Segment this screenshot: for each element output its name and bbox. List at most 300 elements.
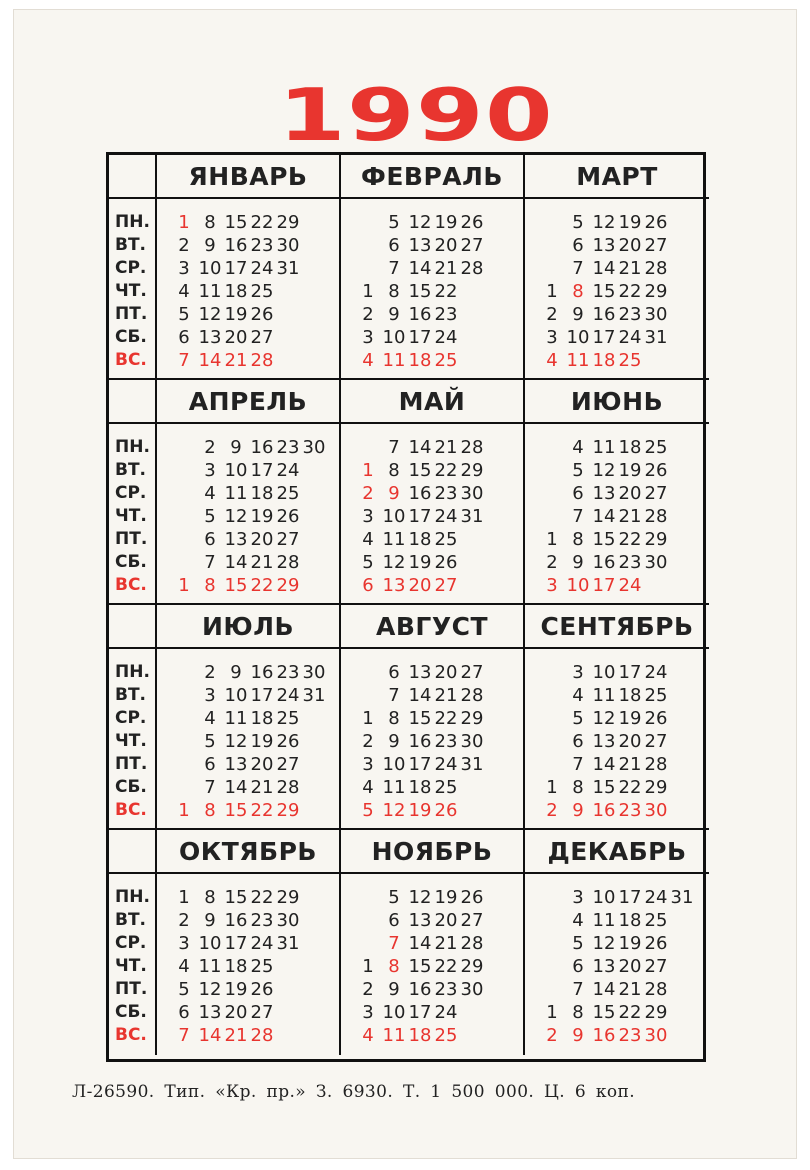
day-number: 3 bbox=[546, 327, 558, 348]
day-number: 24 bbox=[276, 460, 300, 481]
day-number: 10 bbox=[382, 327, 406, 348]
day-number: 28 bbox=[644, 258, 668, 279]
day-number: 10 bbox=[592, 887, 616, 908]
day-number: 9 bbox=[204, 910, 216, 931]
day-number: 3 bbox=[362, 327, 374, 348]
day-number: 28 bbox=[644, 506, 668, 527]
day-number: 12 bbox=[382, 552, 406, 573]
day-number: 2 bbox=[362, 731, 374, 752]
day-number: 26 bbox=[434, 552, 458, 573]
day-number: 15 bbox=[592, 529, 616, 550]
corner-cell bbox=[109, 830, 157, 874]
day-number: 25 bbox=[434, 350, 458, 371]
day-number: 4 bbox=[572, 910, 584, 931]
day-number: 18 bbox=[408, 777, 432, 798]
day-number: 2 bbox=[178, 910, 190, 931]
day-number: 21 bbox=[618, 258, 642, 279]
day-number: 10 bbox=[566, 575, 590, 596]
day-number: 29 bbox=[276, 800, 300, 821]
day-number: 18 bbox=[408, 1025, 432, 1046]
day-number: 13 bbox=[198, 327, 222, 348]
day-number: 5 bbox=[572, 708, 584, 729]
day-number: 12 bbox=[382, 800, 406, 821]
day-number: 23 bbox=[276, 437, 300, 458]
day-number: 10 bbox=[198, 933, 222, 954]
day-number: 17 bbox=[408, 506, 432, 527]
day-number: 3 bbox=[204, 460, 216, 481]
day-number: 28 bbox=[276, 552, 300, 573]
day-number: 5 bbox=[204, 506, 216, 527]
day-number: 19 bbox=[408, 800, 432, 821]
day-number: 6 bbox=[572, 956, 584, 977]
day-number: 2 bbox=[204, 437, 216, 458]
day-number: 25 bbox=[644, 437, 668, 458]
weekday-label: ПН. bbox=[115, 437, 150, 457]
weekday-label: ВС. bbox=[115, 1025, 147, 1045]
day-number: 12 bbox=[198, 304, 222, 325]
day-number: 23 bbox=[434, 483, 458, 504]
day-number: 17 bbox=[592, 575, 616, 596]
month-days bbox=[157, 649, 341, 830]
day-number: 14 bbox=[224, 777, 248, 798]
day-number: 27 bbox=[644, 731, 668, 752]
day-number: 21 bbox=[224, 350, 248, 371]
day-number: 30 bbox=[644, 800, 668, 821]
day-number: 7 bbox=[388, 258, 400, 279]
corner-cell bbox=[109, 380, 157, 424]
month-days bbox=[341, 649, 525, 830]
day-number: 28 bbox=[276, 777, 300, 798]
weekday-label: СР. bbox=[115, 708, 147, 728]
day-number: 18 bbox=[618, 685, 642, 706]
day-number: 11 bbox=[382, 529, 406, 550]
day-number: 16 bbox=[408, 731, 432, 752]
day-number: 24 bbox=[618, 575, 642, 596]
day-number: 8 bbox=[204, 575, 216, 596]
weekday-label: ПТ. bbox=[115, 979, 148, 999]
day-number: 8 bbox=[204, 887, 216, 908]
day-number: 14 bbox=[592, 754, 616, 775]
day-number: 22 bbox=[250, 887, 274, 908]
day-number: 23 bbox=[618, 1025, 642, 1046]
day-number: 30 bbox=[276, 235, 300, 256]
day-number: 8 bbox=[572, 777, 584, 798]
day-number: 11 bbox=[566, 350, 590, 371]
day-number: 16 bbox=[250, 662, 274, 683]
day-number: 19 bbox=[618, 933, 642, 954]
day-number: 15 bbox=[408, 956, 432, 977]
day-number: 11 bbox=[382, 350, 406, 371]
day-number: 12 bbox=[198, 979, 222, 1000]
month-name: ФЕВРАЛЬ bbox=[341, 155, 525, 199]
day-number: 20 bbox=[250, 529, 274, 550]
day-number: 5 bbox=[388, 887, 400, 908]
day-number: 30 bbox=[276, 910, 300, 931]
day-number: 27 bbox=[250, 1002, 274, 1023]
day-number: 4 bbox=[546, 350, 558, 371]
day-number: 26 bbox=[644, 708, 668, 729]
day-number: 9 bbox=[572, 1025, 584, 1046]
day-number: 30 bbox=[644, 304, 668, 325]
day-number: 30 bbox=[302, 662, 326, 683]
day-number: 19 bbox=[250, 731, 274, 752]
day-number: 2 bbox=[362, 304, 374, 325]
day-number: 7 bbox=[572, 979, 584, 1000]
day-number: 1 bbox=[362, 956, 374, 977]
day-number: 24 bbox=[250, 258, 274, 279]
month-name: АПРЕЛЬ bbox=[157, 380, 341, 424]
month-days bbox=[525, 874, 709, 1055]
day-number: 10 bbox=[198, 258, 222, 279]
day-number: 15 bbox=[592, 281, 616, 302]
day-number: 9 bbox=[388, 731, 400, 752]
weekday-label: СБ. bbox=[115, 327, 147, 347]
day-number: 17 bbox=[618, 887, 642, 908]
day-number: 14 bbox=[592, 258, 616, 279]
day-number: 10 bbox=[224, 685, 248, 706]
day-number: 5 bbox=[572, 933, 584, 954]
day-number: 8 bbox=[572, 281, 584, 302]
day-number: 29 bbox=[644, 281, 668, 302]
day-number: 21 bbox=[224, 1025, 248, 1046]
day-number: 30 bbox=[644, 1025, 668, 1046]
day-number: 14 bbox=[408, 437, 432, 458]
day-number: 24 bbox=[276, 685, 300, 706]
day-number: 25 bbox=[644, 910, 668, 931]
weekday-label: ПТ. bbox=[115, 304, 148, 324]
weekday-column bbox=[109, 874, 157, 1055]
month-days bbox=[525, 199, 709, 380]
day-number: 4 bbox=[572, 685, 584, 706]
day-number: 26 bbox=[250, 304, 274, 325]
day-number: 13 bbox=[408, 910, 432, 931]
day-number: 22 bbox=[250, 575, 274, 596]
day-number: 20 bbox=[250, 754, 274, 775]
day-number: 29 bbox=[460, 708, 484, 729]
day-number: 20 bbox=[434, 662, 458, 683]
day-number: 5 bbox=[572, 460, 584, 481]
day-number: 7 bbox=[572, 754, 584, 775]
day-number: 26 bbox=[276, 731, 300, 752]
day-number: 25 bbox=[434, 777, 458, 798]
day-number: 6 bbox=[388, 910, 400, 931]
day-number: 23 bbox=[250, 910, 274, 931]
day-number: 9 bbox=[388, 483, 400, 504]
day-number: 12 bbox=[592, 708, 616, 729]
day-number: 24 bbox=[434, 327, 458, 348]
day-number: 24 bbox=[434, 506, 458, 527]
day-number: 24 bbox=[250, 933, 274, 954]
day-number: 14 bbox=[198, 1025, 222, 1046]
month-name: МАРТ bbox=[525, 155, 709, 199]
day-number: 17 bbox=[408, 1002, 432, 1023]
day-number: 14 bbox=[198, 350, 222, 371]
day-number: 11 bbox=[592, 437, 616, 458]
month-days bbox=[525, 424, 709, 605]
day-number: 23 bbox=[618, 800, 642, 821]
day-number: 28 bbox=[644, 754, 668, 775]
day-number: 1 bbox=[178, 575, 190, 596]
day-number: 13 bbox=[224, 754, 248, 775]
day-number: 11 bbox=[224, 708, 248, 729]
day-number: 16 bbox=[408, 483, 432, 504]
day-number: 23 bbox=[434, 979, 458, 1000]
weekday-label: ПН. bbox=[115, 662, 150, 682]
corner-cell bbox=[109, 155, 157, 199]
day-number: 31 bbox=[460, 506, 484, 527]
day-number: 17 bbox=[250, 460, 274, 481]
day-number: 25 bbox=[434, 529, 458, 550]
day-number: 22 bbox=[618, 281, 642, 302]
day-number: 10 bbox=[382, 754, 406, 775]
day-number: 8 bbox=[388, 956, 400, 977]
weekday-column bbox=[109, 424, 157, 605]
day-number: 6 bbox=[204, 529, 216, 550]
day-number: 27 bbox=[644, 483, 668, 504]
day-number: 14 bbox=[408, 933, 432, 954]
day-number: 13 bbox=[592, 956, 616, 977]
weekday-label: ВТ. bbox=[115, 685, 147, 705]
day-number: 21 bbox=[250, 777, 274, 798]
weekday-label: СР. bbox=[115, 483, 147, 503]
day-number: 27 bbox=[460, 235, 484, 256]
day-number: 20 bbox=[618, 483, 642, 504]
day-number: 4 bbox=[362, 350, 374, 371]
day-number: 2 bbox=[204, 662, 216, 683]
day-number: 16 bbox=[224, 910, 248, 931]
day-number: 5 bbox=[204, 731, 216, 752]
day-number: 6 bbox=[388, 662, 400, 683]
day-number: 15 bbox=[408, 281, 432, 302]
day-number: 21 bbox=[618, 754, 642, 775]
day-number: 11 bbox=[198, 956, 222, 977]
day-number: 22 bbox=[434, 708, 458, 729]
day-number: 17 bbox=[408, 327, 432, 348]
day-number: 29 bbox=[460, 956, 484, 977]
day-number: 19 bbox=[618, 708, 642, 729]
day-number: 16 bbox=[592, 304, 616, 325]
day-number: 9 bbox=[230, 437, 242, 458]
day-number: 20 bbox=[408, 575, 432, 596]
weekday-label: ПТ. bbox=[115, 529, 148, 549]
month-name: НОЯБРЬ bbox=[341, 830, 525, 874]
day-number: 22 bbox=[618, 777, 642, 798]
day-number: 13 bbox=[408, 235, 432, 256]
day-number: 7 bbox=[204, 552, 216, 573]
day-number: 4 bbox=[178, 281, 190, 302]
day-number: 8 bbox=[572, 529, 584, 550]
day-number: 21 bbox=[618, 979, 642, 1000]
day-number: 7 bbox=[388, 437, 400, 458]
weekday-label: ВТ. bbox=[115, 235, 147, 255]
day-number: 14 bbox=[224, 552, 248, 573]
day-number: 4 bbox=[204, 708, 216, 729]
day-number: 25 bbox=[276, 483, 300, 504]
imprint-text: Л-26590. Тип. «Кр. пр.» З. 6930. Т. 1 500 000. Ц. 6 коп. bbox=[72, 1082, 636, 1102]
day-number: 16 bbox=[592, 552, 616, 573]
day-number: 10 bbox=[382, 1002, 406, 1023]
day-number: 13 bbox=[592, 731, 616, 752]
day-number: 17 bbox=[224, 933, 248, 954]
day-number: 27 bbox=[644, 956, 668, 977]
day-number: 19 bbox=[224, 979, 248, 1000]
day-number: 20 bbox=[618, 235, 642, 256]
day-number: 28 bbox=[460, 258, 484, 279]
day-number: 15 bbox=[592, 1002, 616, 1023]
day-number: 10 bbox=[224, 460, 248, 481]
day-number: 8 bbox=[388, 281, 400, 302]
day-number: 9 bbox=[572, 304, 584, 325]
day-number: 11 bbox=[382, 1025, 406, 1046]
day-number: 15 bbox=[224, 887, 248, 908]
day-number: 20 bbox=[618, 731, 642, 752]
day-number: 1 bbox=[546, 281, 558, 302]
day-number: 30 bbox=[460, 731, 484, 752]
weekday-label: СБ. bbox=[115, 1002, 147, 1022]
day-number: 19 bbox=[408, 552, 432, 573]
day-number: 19 bbox=[618, 212, 642, 233]
day-number: 11 bbox=[198, 281, 222, 302]
day-number: 22 bbox=[618, 1002, 642, 1023]
day-number: 28 bbox=[460, 437, 484, 458]
day-number: 22 bbox=[250, 212, 274, 233]
day-number: 18 bbox=[592, 350, 616, 371]
day-number: 30 bbox=[460, 979, 484, 1000]
day-number: 19 bbox=[224, 304, 248, 325]
day-number: 29 bbox=[644, 1002, 668, 1023]
day-number: 17 bbox=[592, 327, 616, 348]
month-days bbox=[157, 424, 341, 605]
day-number: 27 bbox=[434, 575, 458, 596]
day-number: 15 bbox=[408, 460, 432, 481]
month-days bbox=[157, 874, 341, 1055]
day-number: 11 bbox=[592, 685, 616, 706]
day-number: 21 bbox=[434, 437, 458, 458]
weekday-label: СБ. bbox=[115, 552, 147, 572]
day-number: 25 bbox=[644, 685, 668, 706]
weekday-label: ВТ. bbox=[115, 910, 147, 930]
day-number: 10 bbox=[592, 662, 616, 683]
day-number: 7 bbox=[178, 1025, 190, 1046]
day-number: 16 bbox=[592, 1025, 616, 1046]
day-number: 17 bbox=[224, 258, 248, 279]
day-number: 6 bbox=[572, 731, 584, 752]
weekday-column bbox=[109, 199, 157, 380]
day-number: 6 bbox=[178, 327, 190, 348]
day-number: 4 bbox=[572, 437, 584, 458]
day-number: 29 bbox=[276, 575, 300, 596]
day-number: 1 bbox=[546, 1002, 558, 1023]
day-number: 12 bbox=[224, 506, 248, 527]
month-days bbox=[341, 874, 525, 1055]
day-number: 5 bbox=[388, 212, 400, 233]
day-number: 26 bbox=[276, 506, 300, 527]
day-number: 4 bbox=[178, 956, 190, 977]
calendar-grid bbox=[106, 152, 706, 1062]
day-number: 3 bbox=[362, 754, 374, 775]
day-number: 18 bbox=[224, 281, 248, 302]
month-name: ИЮНЬ bbox=[525, 380, 709, 424]
day-number: 22 bbox=[434, 956, 458, 977]
day-number: 8 bbox=[388, 708, 400, 729]
day-number: 3 bbox=[572, 887, 584, 908]
day-number: 9 bbox=[388, 979, 400, 1000]
day-number: 6 bbox=[388, 235, 400, 256]
day-number: 2 bbox=[178, 235, 190, 256]
day-number: 31 bbox=[276, 933, 300, 954]
day-number: 2 bbox=[546, 1025, 558, 1046]
day-number: 6 bbox=[572, 235, 584, 256]
day-number: 2 bbox=[546, 800, 558, 821]
day-number: 4 bbox=[362, 529, 374, 550]
day-number: 13 bbox=[198, 1002, 222, 1023]
day-number: 1 bbox=[362, 460, 374, 481]
day-number: 3 bbox=[572, 662, 584, 683]
day-number: 18 bbox=[408, 529, 432, 550]
month-days bbox=[341, 199, 525, 380]
day-number: 21 bbox=[434, 685, 458, 706]
day-number: 15 bbox=[224, 212, 248, 233]
day-number: 29 bbox=[276, 212, 300, 233]
month-name: ДЕКАБРЬ bbox=[525, 830, 709, 874]
day-number: 27 bbox=[276, 529, 300, 550]
day-number: 13 bbox=[408, 662, 432, 683]
day-number: 8 bbox=[572, 1002, 584, 1023]
day-number: 21 bbox=[250, 552, 274, 573]
day-number: 12 bbox=[592, 460, 616, 481]
day-number: 11 bbox=[224, 483, 248, 504]
day-number: 20 bbox=[224, 327, 248, 348]
day-number: 14 bbox=[592, 979, 616, 1000]
day-number: 2 bbox=[362, 483, 374, 504]
day-number: 30 bbox=[302, 437, 326, 458]
day-number: 20 bbox=[224, 1002, 248, 1023]
weekday-label: ВС. bbox=[115, 800, 147, 820]
day-number: 11 bbox=[592, 910, 616, 931]
day-number: 1 bbox=[362, 708, 374, 729]
day-number: 22 bbox=[434, 460, 458, 481]
month-name: АВГУСТ bbox=[341, 605, 525, 649]
day-number: 23 bbox=[434, 304, 458, 325]
weekday-label: СБ. bbox=[115, 777, 147, 797]
weekday-label: ЧТ. bbox=[115, 506, 147, 526]
day-number: 2 bbox=[362, 979, 374, 1000]
weekday-label: ВС. bbox=[115, 350, 147, 370]
day-number: 6 bbox=[204, 754, 216, 775]
day-number: 17 bbox=[250, 685, 274, 706]
day-number: 31 bbox=[302, 685, 326, 706]
day-number: 1 bbox=[362, 281, 374, 302]
day-number: 31 bbox=[644, 327, 668, 348]
day-number: 24 bbox=[434, 1002, 458, 1023]
day-number: 9 bbox=[572, 800, 584, 821]
day-number: 28 bbox=[460, 933, 484, 954]
day-number: 16 bbox=[250, 437, 274, 458]
day-number: 7 bbox=[388, 685, 400, 706]
day-number: 12 bbox=[592, 212, 616, 233]
day-number: 1 bbox=[178, 887, 190, 908]
day-number: 26 bbox=[460, 887, 484, 908]
day-number: 14 bbox=[408, 685, 432, 706]
day-number: 30 bbox=[460, 483, 484, 504]
day-number: 27 bbox=[250, 327, 274, 348]
day-number: 7 bbox=[178, 350, 190, 371]
day-number: 1 bbox=[546, 529, 558, 550]
day-number: 18 bbox=[408, 350, 432, 371]
day-number: 5 bbox=[362, 800, 374, 821]
day-number: 7 bbox=[388, 933, 400, 954]
day-number: 16 bbox=[592, 800, 616, 821]
